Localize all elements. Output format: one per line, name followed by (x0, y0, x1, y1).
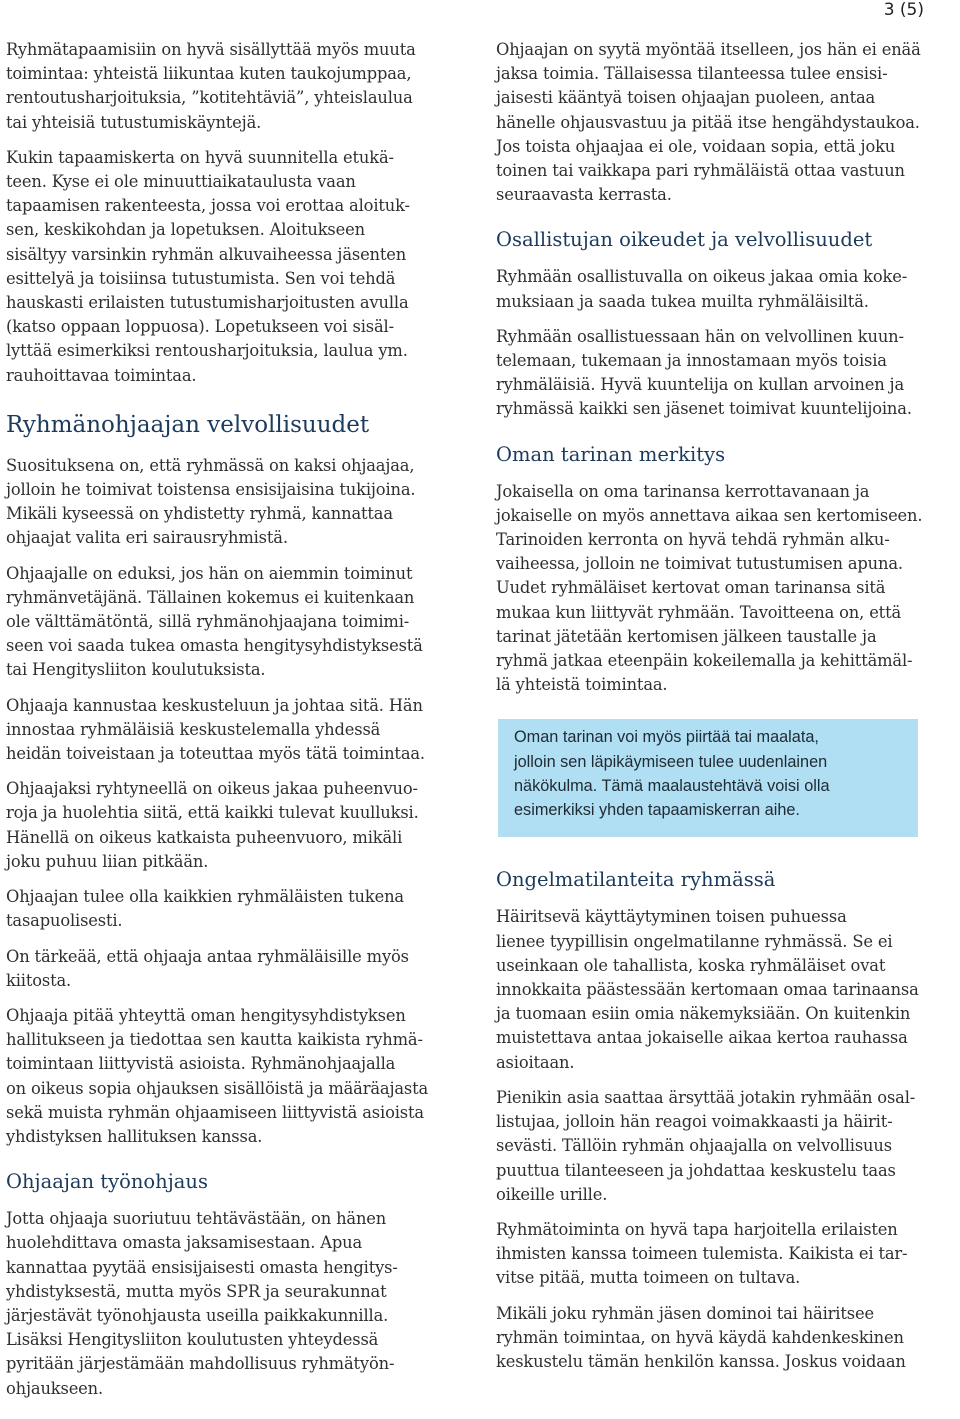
text-line: innostaa ryhmäläisiä keskustelemalla yhdessä (6, 719, 381, 739)
text-line: jokaiselle on myös annettava aikaa sen kertomiseen. (496, 505, 923, 525)
text-line: esittelyä ja toisiinsa tutustumista. Sen voi tehdä (6, 268, 396, 288)
text-line: hallitukseen ja tiedottaa sen kautta kaikista ryhmä- (6, 1030, 423, 1050)
paragraph (496, 1086, 958, 1207)
text-line: telemaan, tukemaan ja innostamaan myös toisia (496, 351, 887, 371)
text-line: kannattaa pyytää ensisijaisesti omasta hengitys- (6, 1257, 398, 1277)
text-line: Häiritsevä käyttäytyminen toisen puhuessa (496, 907, 847, 927)
text-line: (katso oppaan loppuosa). Lopetukseen voi sisäl- (6, 317, 394, 337)
text-line: Ryhmään osallistuvalla on oikeus jakaa omia koke- (496, 267, 908, 287)
text-line: tai Hengitysliiton koulutuksista. (6, 660, 266, 680)
text-line: Ohjaajalle on eduksi, jos hän on aiemmin toiminut (6, 563, 413, 583)
paragraph (496, 265, 958, 313)
text-line: tarinat jätetään kertomisen jälkeen taustalle ja (496, 626, 877, 646)
text-line: Kukin tapaamiskerta on hyvä suunnitella etukä- (6, 147, 394, 167)
section-heading: Osallistujan oikeudet ja velvollisuudet (496, 228, 873, 252)
text-line: On tärkeää, että ohjaaja antaa ryhmäläisille myös (6, 946, 409, 966)
paragraph (496, 480, 958, 698)
callout-box (498, 719, 918, 837)
text-line: sekä muista ryhmän ohjaamiseen liittyvistä asioista (6, 1102, 424, 1122)
paragraph (6, 38, 468, 135)
text-line: tapaamisen rakenteesta, jossa voi erottaa aloituk- (6, 196, 410, 216)
text-line: toimintaan liittyvistä asioista. Ryhmänohjaajalla (6, 1054, 396, 1074)
text-line: esimerkiksi yhden tapaamiskerran aihe. (514, 801, 800, 820)
text-line: Tarinoiden kerronta on hyvä tehdä ryhmän alku- (496, 530, 890, 550)
text-line: seen voi saada tukea omasta hengitysyhdistyksestä (6, 636, 423, 656)
text-line: listujaa, jolloin hän reagoi voimakkaasti ja häirit- (496, 1112, 893, 1132)
text-line: lienee tyypillisin ongelmatilanne ryhmässä. Se ei (496, 931, 893, 951)
text-line: rentoutusharjoituksia, ”kotitehtäviä”, yhteislaulua (6, 88, 413, 108)
text-line: Ohjaajaksi ryhtyneellä on oikeus jakaa puheenvuo- (6, 779, 418, 799)
text-line: muistettava antaa jokaiselle aikaa kertoa rauhassa (496, 1028, 908, 1048)
text-line: Mikäli kyseessä on yhdistetty ryhmä, kannattaa (6, 504, 393, 524)
paragraph (6, 777, 468, 874)
paragraph (6, 1207, 468, 1401)
section-heading: Ohjaajan työnohjaus (6, 1170, 208, 1194)
text-line: näkökulma. Tämä maalaustehtävä voisi olla (514, 776, 830, 795)
text-line: jaisesti kääntyä toisen ohjaajan puoleen, antaa (496, 88, 876, 108)
text-line: puuttua tilanteeseen ja johdattaa keskustelu taas (496, 1160, 896, 1180)
text-line: ihmisten kanssa toimeen tulemista. Kaikista ei tar- (496, 1244, 908, 1264)
text-line: Hänellä on oikeus katkaista puheenvuoro, mikäli (6, 827, 403, 847)
text-line: seuraavasta kerrasta. (496, 185, 672, 205)
left-column (6, 38, 468, 1412)
section-heading: Oman tarinan merkitys (496, 442, 726, 466)
section-heading: Ryhmänohjaajan velvollisuudet (6, 411, 370, 438)
text-line: heidän toiveistaan ja toteuttaa myös tätä toimintaa. (6, 744, 425, 764)
text-line: keskustelu tämän henkilön kanssa. Joskus voidaan (496, 1351, 906, 1371)
text-line: sen, keskikohdan ja lopetuksen. Aloitukseen (6, 220, 365, 240)
text-line: ryhmäläisiä. Hyvä kuuntelija on kullan arvoinen ja (496, 375, 905, 395)
text-line: rauhoittavaa toimintaa. (6, 365, 197, 385)
paragraph (6, 694, 468, 767)
text-line: Jokaisella on oma tarinansa kerrottavanaan ja (496, 481, 870, 501)
text-line: Jotta ohjaaja suoriutuu tehtävästään, on hänen (6, 1209, 387, 1229)
text-line: Lisäksi Hengitysliiton koulutusten yhteydessä (6, 1330, 379, 1350)
text-line: ja tuomaan esiin omia näkemyksiään. On kuitenkin (496, 1004, 911, 1024)
text-line: roja ja huolehtia siitä, että kaikki tulevat kuulluksi. (6, 803, 419, 823)
text-line: kiitosta. (6, 970, 72, 990)
text-line: ryhmässä kaikki sen jäsenet toimivat kuuntelijoina. (496, 399, 912, 419)
text-line: tai yhteisiä tutustumiskäyntejä. (6, 112, 262, 132)
page-number: 3 (5) (883, 0, 924, 20)
text-line: pyritään järjestämään mahdollisuus ryhmätyön- (6, 1354, 395, 1374)
right-column (496, 38, 958, 1385)
text-line: Ryhmätapaamisiin on hyvä sisällyttää myös muuta (6, 40, 416, 59)
text-line: ryhmän toimintaa, on hyvä käydä kahdenkeskinen (496, 1327, 904, 1347)
paragraph (496, 1218, 958, 1291)
text-line: toinen tai vaikkapa pari ryhmäläistä ottaa vastuun (496, 161, 905, 181)
text-line: järjestävät työnohjausta useilla paikkakunnilla. (6, 1305, 389, 1325)
text-line: ohjaukseen. (6, 1378, 104, 1398)
text-line: ole välttämätöntä, sillä ryhmänohjaajana toimimi- (6, 612, 410, 632)
text-line: asioitaan. (496, 1052, 575, 1072)
text-line: Suosituksena on, että ryhmässä on kaksi ohjaajaa, (6, 455, 415, 475)
text-line: joku puhuu liian pitkään. (6, 851, 209, 871)
paragraph (496, 325, 958, 422)
paragraph (496, 905, 958, 1074)
text-line: yhdistyksen hallituksen kanssa. (6, 1126, 263, 1146)
text-line: ryhmänvetäjänä. Tällainen kokemus ei kuitenkaan (6, 587, 415, 607)
text-line: mukaa kun liittyvät ryhmään. Tavoitteena on, että (496, 602, 902, 622)
text-line: Ryhmään osallistuessaan hän on velvollinen kuun- (496, 326, 904, 346)
text-line: oikeille urille. (496, 1184, 608, 1204)
text-line: jolloin he toimivat toistensa ensisijaisina tukijoina. (6, 480, 416, 500)
text-line: Ohjaaja pitää yhteyttä oman hengitysyhdistyksen (6, 1005, 406, 1025)
text-line: hauskasti erilaisten tutustumisharjoitusten avulla (6, 293, 409, 313)
paragraph (6, 885, 468, 933)
text-line: tasapuolisesti. (6, 911, 123, 931)
text-line: toimintaa: yhteistä liikuntaa kuten taukojumppaa, (6, 64, 412, 84)
text-line: huolehdittava omasta jaksamisestaan. Apua (6, 1233, 363, 1253)
text-line: sevästi. Tällöin ryhmän ohjaajalla on velvollisuus (496, 1136, 892, 1156)
section-heading: Ongelmatilanteita ryhmässä (496, 868, 776, 892)
text-line: jolloin sen läpikäymiseen tulee uudenlainen (514, 752, 828, 771)
paragraph (496, 38, 958, 207)
text-line: muksiaan ja saada tukea muilta ryhmäläisiltä. (496, 291, 869, 311)
text-line: Ohjaajan on syytä myöntää itselleen, jos hän ei enää (496, 40, 921, 59)
text-line: ohjaajat valita eri sairausryhmistä. (6, 528, 288, 548)
text-line: Ohjaajan tulee olla kaikkien ryhmäläisten tukena (6, 887, 404, 907)
text-line: sisältyy varsinkin ryhmän alkuvaiheessa jäsenten (6, 244, 407, 264)
text-line: hänelle ohjausvastuu ja pitää itse hengähdystaukoa. (496, 112, 920, 132)
text-line: Mikäli joku ryhmän jäsen dominoi tai häiritsee (496, 1303, 874, 1323)
text-line: Uudet ryhmäläiset kertovat oman tarinansa sitä (496, 578, 886, 598)
text-line: Ohjaaja kannustaa keskusteluun ja johtaa sitä. Hän (6, 695, 423, 715)
text-line: yhdistyksestä, mutta myös SPR ja seurakunnat (6, 1281, 387, 1301)
text-line: Jos toista ohjaajaa ei ole, voidaan sopia, että joku (496, 136, 896, 156)
paragraph (496, 1302, 958, 1375)
text-line: Ryhmätoiminta on hyvä tapa harjoitella erilaisten (496, 1219, 898, 1239)
paragraph (6, 1004, 468, 1149)
text-line: Pienikin asia saattaa ärsyttää jotakin ryhmään osal- (496, 1087, 916, 1107)
text-line: jaksa toimia. Tällaisessa tilanteessa tulee ensisi- (496, 64, 888, 84)
text-line: vitse pitää, mutta toimeen on tultava. (496, 1268, 801, 1288)
text-line: lä yhteistä toimintaa. (496, 675, 668, 695)
paragraph (6, 454, 468, 551)
text-line: useinkaan ole tahallista, koska ryhmäläiset ovat (496, 955, 886, 975)
paragraph (6, 146, 468, 388)
paragraph (6, 945, 468, 993)
text-line: lyttää esimerkiksi rentousharjoituksia, laulua ym. (6, 341, 408, 361)
text-line: innokkaita päästessään kertomaan omaa tarinaansa (496, 980, 919, 1000)
text-line: Oman tarinan voi myös piirtää tai maalata, (514, 728, 819, 747)
text-line: ryhmä jatkaa eteenpäin kokeilemalla ja kehittämäl- (496, 651, 913, 671)
text-line: vaiheessa, jolloin ne toimivat tutustumisen apuna. (496, 554, 903, 574)
text-line: on oikeus sopia ohjauksen sisällöistä ja määräajasta (6, 1078, 429, 1098)
paragraph (6, 562, 468, 683)
text-line: teen. Kyse ei ole minuuttiaikataulusta vaan (6, 172, 356, 192)
